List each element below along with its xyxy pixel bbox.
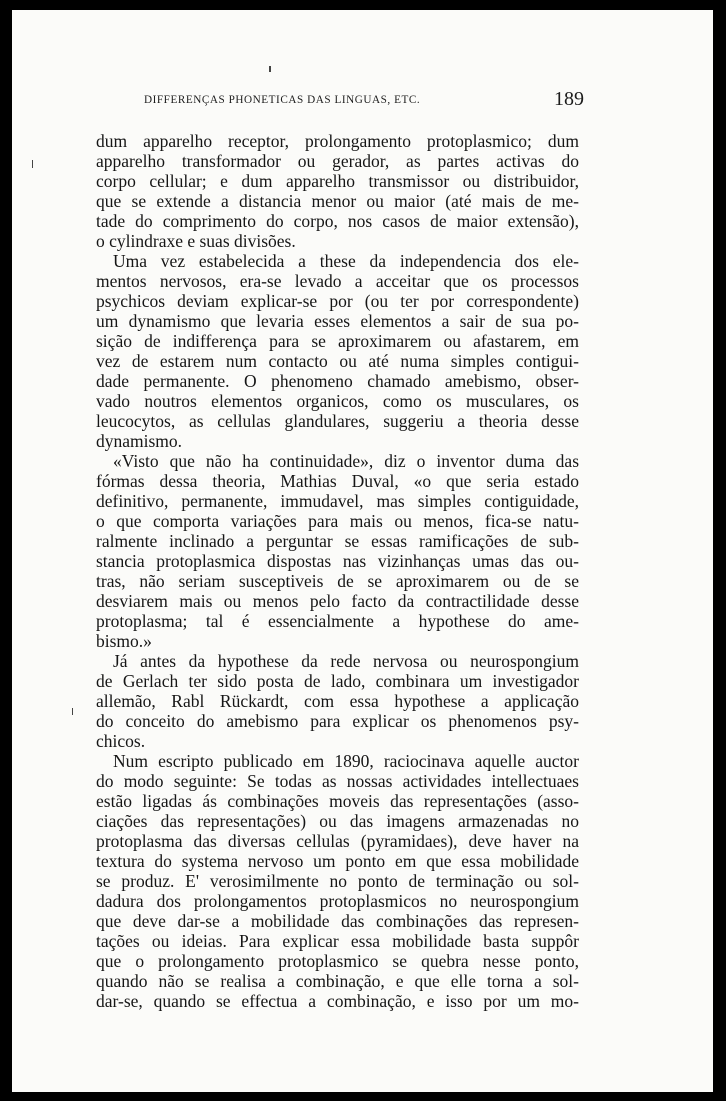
- scan-mark: [72, 708, 73, 715]
- text-line: que deve dar-se a mobilidade das combinações das represen-: [96, 911, 579, 931]
- running-title: DIFFERENÇAS PHONETICAS DAS LINGUAS, ETC.: [144, 94, 421, 106]
- text-line: tras, não seriam susceptiveis de se aproximarem ou de se: [96, 571, 579, 591]
- text-line: estão ligadas ás combinações moveis das representações (asso-: [96, 791, 579, 811]
- text-line: protoplasma; tal é essencialmente a hypothese do ame-: [96, 611, 579, 631]
- text-line: allemão, Rabl Rückardt, com essa hypothese a applicação: [96, 691, 579, 711]
- text-line: tade do comprimento do corpo, nos casos de maior extensão),: [96, 211, 579, 231]
- text-line: um dynamismo que levaria esses elementos a sair de sua po-: [96, 311, 579, 331]
- text-line: leucocytos, as cellulas glandulares, suggeriu a theoria desse: [96, 411, 579, 431]
- text-line: de Gerlach ter sido posta de lado, combinara um investigador: [96, 671, 579, 691]
- text-line: o cylindraxe e suas divisões.: [96, 231, 296, 251]
- page-number: 189: [554, 88, 584, 110]
- text-line: mentos nervosos, era-se levado a acceitar que os processos: [96, 271, 579, 291]
- text-line: ciações das representações) ou das imagens armazenadas no: [96, 811, 579, 831]
- text-line: do modo seguinte: Se todas as nossas actividades intellectuaes: [96, 771, 579, 791]
- text-line: textura do systema nervoso um ponto em que essa mobilidade: [96, 851, 579, 871]
- text-line: desviarem mais ou menos pelo facto da contractilidade desse: [96, 591, 579, 611]
- text-line: stancia protoplasmica dispostas nas vizinhanças umas das ou-: [96, 551, 579, 571]
- text-line: que se extende a distancia menor ou maior (até mais de me-: [96, 191, 579, 211]
- text-line: definitivo, permanente, immudavel, mas simples contiguidade,: [96, 491, 579, 511]
- text-line: do conceito do amebismo para explicar os phenomenos psy-: [96, 711, 579, 731]
- text-line: Num escripto publicado em 1890, raciocinava aquelle auctor: [113, 751, 579, 771]
- book-page: [12, 10, 713, 1092]
- text-line: tações ou ideias. Para explicar essa mobilidade basta suppôr: [96, 931, 579, 951]
- text-line: ralmente inclinado a perguntar se essas ramificações de sub-: [96, 531, 579, 551]
- text-line: dadura dos prolongamentos protoplasmicos no neurospongium: [96, 891, 579, 911]
- text-line: corpo cellular; e dum apparelho transmissor ou distribuidor,: [96, 171, 579, 191]
- text-line: fórmas dessa theoria, Mathias Duval, «o que seria estado: [96, 471, 579, 491]
- text-line: Uma vez estabelecida a these da independencia dos ele-: [113, 251, 579, 271]
- text-line: o que comporta variações para mais ou menos, fica-se natu-: [96, 511, 579, 531]
- text-line: sição de indifferença para se aproximarem ou afastarem, em: [96, 331, 579, 351]
- text-line: dar-se, quando se effectua a combinação, e isso por um mo-: [96, 991, 579, 1011]
- text-line: «Visto que não ha continuidade», diz o inventor duma das: [113, 451, 579, 471]
- text-line: dynamismo.: [96, 431, 183, 451]
- scan-mark: [269, 66, 271, 72]
- text-line: psychicos deviam explicar-se por (ou ter por correspondente): [96, 291, 579, 311]
- text-line: Já antes da hypothese da rede nervosa ou neurospongium: [113, 651, 579, 671]
- text-line: quando não se realisa a combinação, e que elle torna a sol-: [96, 971, 579, 991]
- text-line: apparelho transformador ou gerador, as partes activas do: [96, 151, 579, 171]
- text-line: vez de estarem num contacto ou até numa simples contigui-: [96, 351, 579, 371]
- text-line: dum apparelho receptor, prolongamento protoplasmico; dum: [96, 131, 579, 151]
- running-header: [144, 88, 584, 116]
- text-line: dade permanente. O phenomeno chamado amebismo, obser-: [96, 371, 579, 391]
- scan-mark: [32, 160, 33, 168]
- text-line: chicos.: [96, 731, 146, 751]
- text-line: que o prolongamento protoplasmico se quebra nesse ponto,: [96, 951, 579, 971]
- text-line: protoplasma das diversas cellulas (pyramidaes), deve haver na: [96, 831, 579, 851]
- text-line: bismo.»: [96, 631, 152, 651]
- text-line: se produz. E' verosimilmente no ponto de terminação ou sol-: [96, 871, 579, 891]
- text-line: vado noutros elementos organicos, como os musculares, os: [96, 391, 579, 411]
